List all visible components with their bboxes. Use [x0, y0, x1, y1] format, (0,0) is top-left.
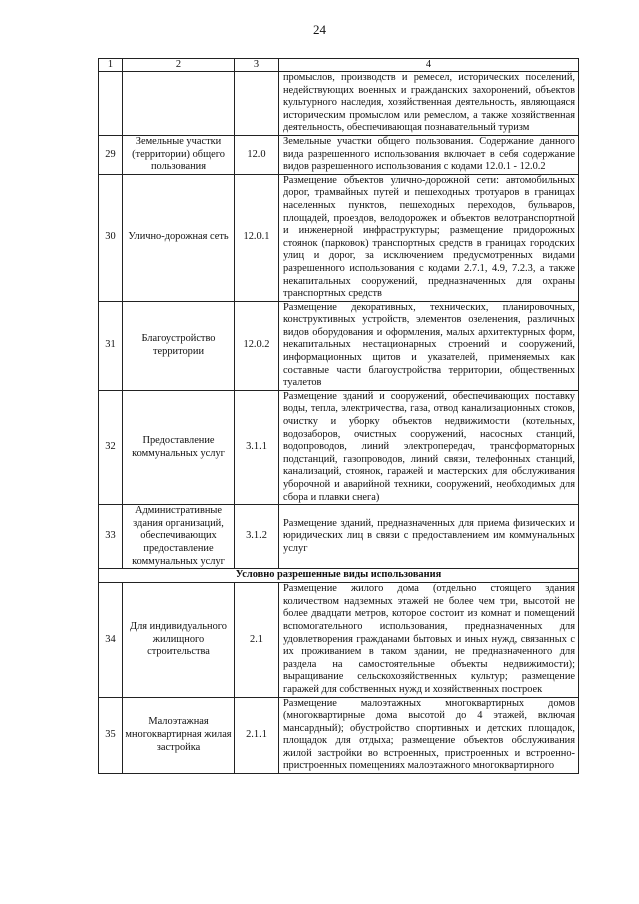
header-cell: 4 [279, 59, 579, 72]
use-description: Земельные участки общего пользования. Содержание данного вида разрешенного использования включает в себя содержание видов разрешенного использования с кодами 12.0.1 - 12.0.2 [279, 135, 579, 174]
row-number: 30 [99, 174, 123, 301]
use-code [235, 72, 279, 136]
land-use-table [98, 58, 579, 774]
table-row [99, 301, 579, 390]
use-description: Размещение зданий, предназначенных для приема физических и юридических лиц в связи с предоставлением им коммунальных услуг [279, 505, 579, 569]
use-name: Предоставление коммунальных услуг [123, 390, 235, 504]
use-name: Малоэтажная многоквартирная жилая застройка [123, 697, 235, 774]
use-description: Размещение зданий и сооружений, обеспечивающих поставку воды, тепла, электричества, газа, отвод канализационных стоков, очистку и уборку объектов недвижимости (котельных, водозаборов, очистных сооружений, насосных станций, водопроводов, линий электропередач, трансформаторных подстанций, газопроводов, линий связи, телефонных станций, канализаций, стоянок, гаражей и мастерских для обслуживания уборочной и аварийной техники, сооружений, необходимых для сбора и плавки снега) [279, 390, 579, 504]
row-number: 35 [99, 697, 123, 774]
header-cell: 3 [235, 59, 279, 72]
table-row [99, 135, 579, 174]
use-name: Административные здания организаций, обеспечивающих предоставление коммунальных услуг [123, 505, 235, 569]
header-cell: 1 [99, 59, 123, 72]
use-description: промыслов, производств и ремесел, исторических поселений, недействующих военных и гражданских захоронений, объектов культурного наследия, хозяйственная деятельность, являющаяся историческим промыслом или ремеслом, а также хозяйственная деятельность, обеспечивающая познавательный туризм [279, 72, 579, 136]
table-row [99, 174, 579, 301]
page-number: 24 [313, 22, 326, 37]
use-name: Для индивидуального жилищного строительства [123, 583, 235, 697]
row-number: 33 [99, 505, 123, 569]
row-number: 29 [99, 135, 123, 174]
table-row [99, 697, 579, 774]
use-code: 2.1 [235, 583, 279, 697]
section-title: Условно разрешенные виды использования [99, 569, 579, 583]
use-name [123, 72, 235, 136]
use-code: 12.0 [235, 135, 279, 174]
row-number: 31 [99, 301, 123, 390]
use-code: 3.1.2 [235, 505, 279, 569]
use-code: 2.1.1 [235, 697, 279, 774]
table-header-row [99, 59, 579, 72]
table-row [99, 390, 579, 504]
use-name: Улично-дорожная сеть [123, 174, 235, 301]
row-number: 34 [99, 583, 123, 697]
section-row [99, 569, 579, 583]
header-cell: 2 [123, 59, 235, 72]
use-code: 12.0.2 [235, 301, 279, 390]
use-code: 3.1.1 [235, 390, 279, 504]
row-number: 32 [99, 390, 123, 504]
table-row [99, 583, 579, 697]
use-description: Размещение жилого дома (отдельно стоящего здания количеством надземных этажей не более чем три, высотой не более двадцати метров, которое состоит из комнат и помещений вспомогательного использования, предназначенных для удовлетворения гражданами бытовых и иных нужд, связанных с их проживанием в таком здании, не предназначенного для раздела на самостоятельные объекты недвижимости); выращивание сельскохозяйственных культур; размещение гаражей для собственных нужд и хозяйственных построек [279, 583, 579, 697]
table-row [99, 72, 579, 136]
use-name: Земельные участки (территории) общего пользования [123, 135, 235, 174]
use-description: Размещение малоэтажных многоквартирных домов (многоквартирные дома высотой до 4 этажей, включая мансардный); обустройство спортивных и детских площадок, площадок для отдыха; размещение объектов обслуживания жилой застройки во встроенных, пристроенных и встроенно-пристроенных помещениях малоэтажного многоквартирного [279, 697, 579, 774]
use-description: Размещение объектов улично-дорожной сети: автомобильных дорог, трамвайных путей и пешеходных тротуаров в границах населенных пунктов, пешеходных переходов, бульваров, площадей, проездов, велодорожек и объектов велотранспортной и инженерной инфраструктуры; размещение придорожных стоянок (парковок) транспортных средств в границах городских улиц и дорог, за исключением предусмотренных видами разрешенного использования с кодами 2.7.1, 4.9, 7.2.3, а также некапитальных сооружений, предназначенных для охраны транспортных средств [279, 174, 579, 301]
row-number [99, 72, 123, 136]
use-description: Размещение декоративных, технических, планировочных, конструктивных устройств, элементов озеленения, различных видов оборудования и оформления, малых архитектурных форм, некапитальных нестационарных строений и сооружений, информационных щитов и указателей, применяемых как составные части благоустройства территории, общественных туалетов [279, 301, 579, 390]
table-row [99, 505, 579, 569]
use-code: 12.0.1 [235, 174, 279, 301]
use-name: Благоустройство территории [123, 301, 235, 390]
